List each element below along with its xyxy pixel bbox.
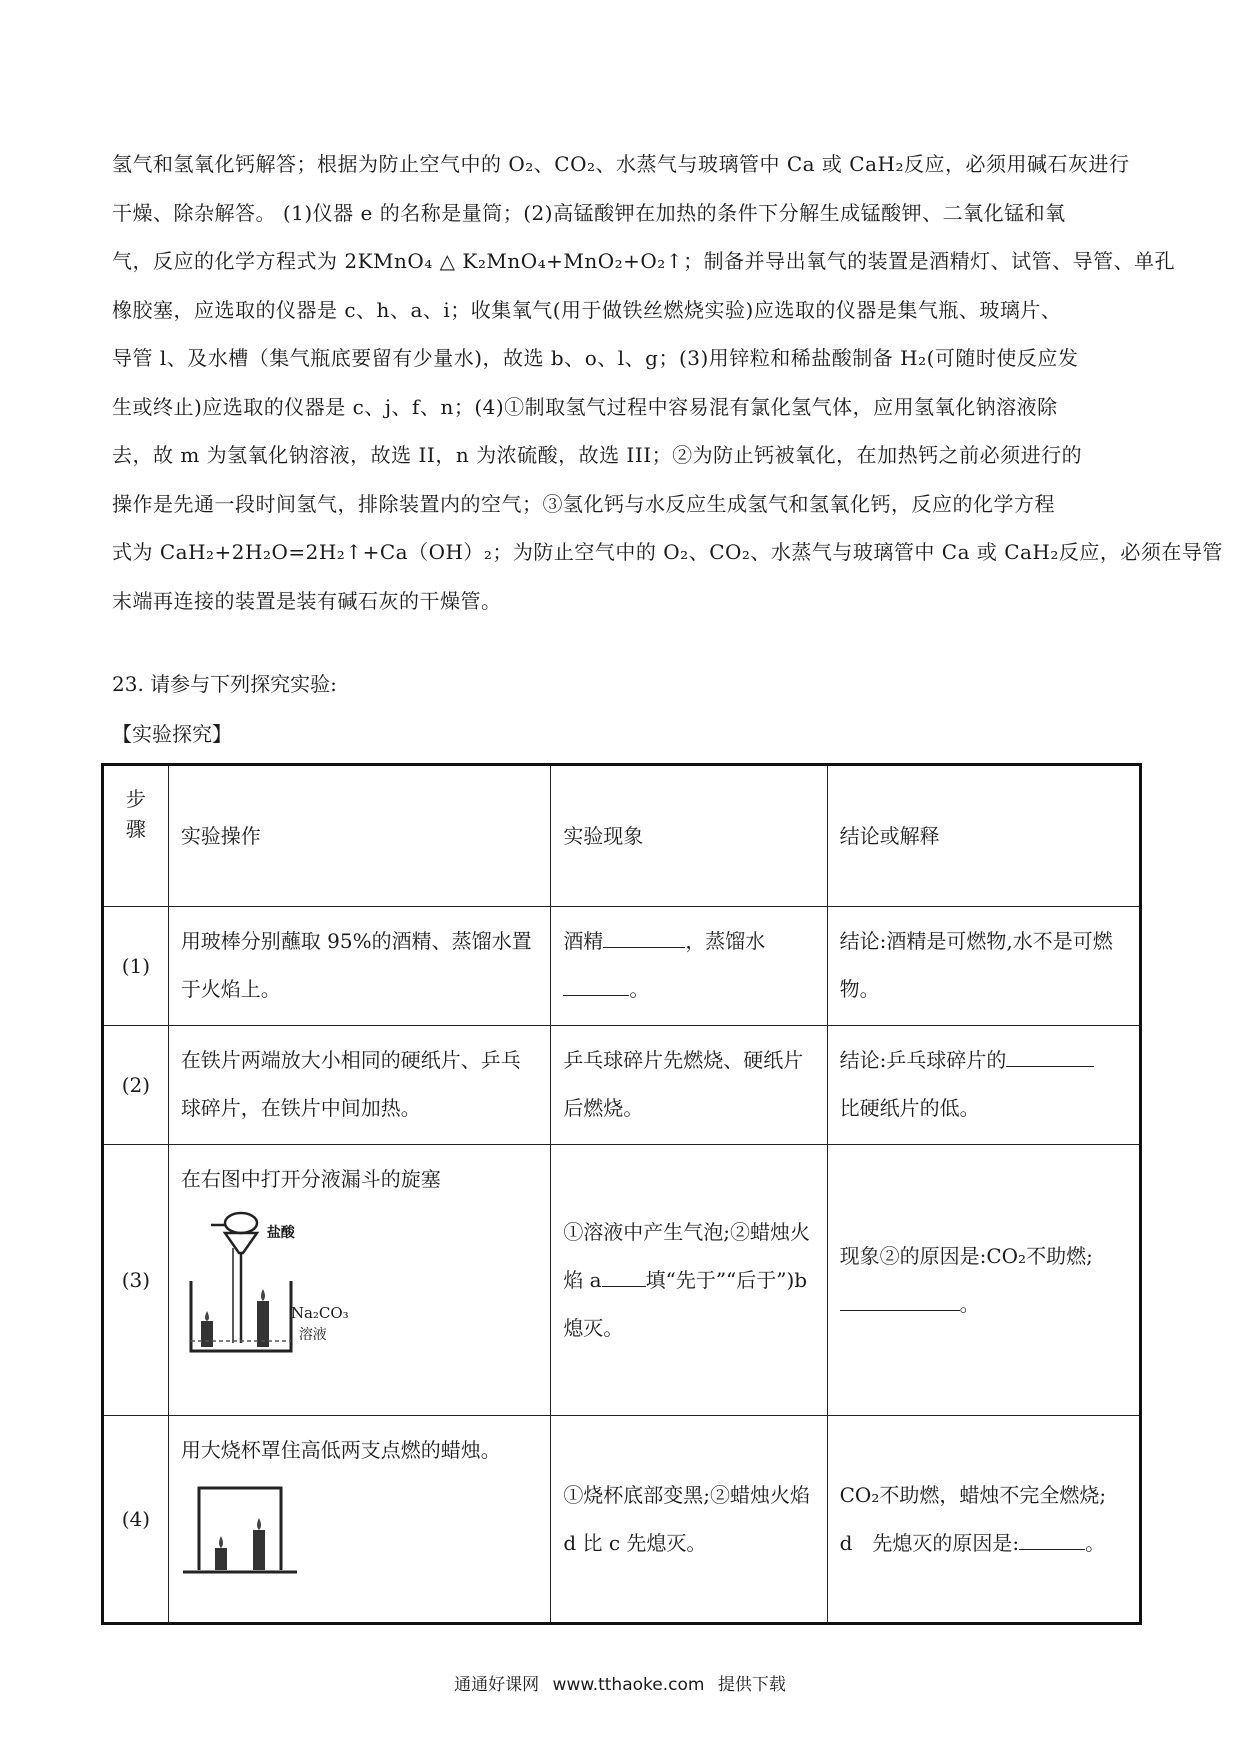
step-number: (1): [103, 907, 169, 1026]
text-line: 去，故 m 为氢氧化钠溶液，故选 II，n 为浓硫酸，故选 III；②为防止钙被氧化，在加热钙之前必须进行的: [112, 443, 1083, 467]
step-number: (3): [103, 1145, 169, 1416]
table-row: [103, 1026, 1141, 1145]
step-number: (4): [103, 1416, 169, 1624]
answer-blank[interactable]: [840, 1290, 960, 1311]
header-operation: 实验操作: [168, 765, 551, 907]
phenomenon-cell: ①烧杯底部变黑;②蜡烛火焰 d 比 c 先熄灭。: [551, 1416, 827, 1624]
footer-url[interactable]: www.tthaoke.com: [552, 1675, 705, 1695]
header-step: 步骤: [103, 765, 169, 907]
table-header-row: [103, 765, 1141, 907]
candle-beaker-diagram: [181, 1478, 301, 1578]
answer-blank[interactable]: [602, 1266, 646, 1287]
question-title: 23. 请参与下列探究实验:: [112, 672, 337, 696]
operation-cell: 用玻棒分别蘸取 95%的酒精、蒸馏水置于火焰上。: [168, 907, 551, 1026]
table-row: [103, 1145, 1141, 1416]
text-line: 式为 CaH₂+2H₂O=2H₂↑+Ca（OH）₂；为防止空气中的 O₂、CO₂、水蒸气与玻璃管中 Ca 或 CaH₂反应，必须在导管: [112, 540, 1223, 564]
page-footer: [0, 1670, 1240, 1695]
header-conclusion: 结论或解释: [827, 765, 1140, 907]
label-solution: 溶液: [298, 1327, 327, 1343]
table-row: [103, 1416, 1141, 1624]
phenomenon-cell: 酒精 ，蒸馏水 。: [551, 907, 827, 1026]
section-heading: 【实验探究】: [112, 722, 232, 746]
header-phenomenon: 实验现象: [551, 765, 827, 907]
phenomenon-cell: 乒乓球碎片先燃烧、硬纸片后燃烧。: [551, 1026, 827, 1145]
text-line: 导管 l、及水槽（集气瓶底要留有少量水)，故选 b、o、l、g；(3)用锌粒和稀盐酸制备 H₂(可随时使反应发: [112, 346, 1079, 370]
text-line: 干燥、除杂解答。 (1)仪器 e 的名称是量筒；(2)高锰酸钾在加热的条件下分解生成锰酸钾、二氧化锰和氧: [112, 200, 1066, 225]
label-sodium-carbonate: Na₂CO₃: [290, 1304, 349, 1322]
answer-blank[interactable]: [603, 927, 685, 948]
conclusion-cell: 结论:乒乓球碎片的 比硬纸片的低。: [827, 1026, 1140, 1145]
text-line: 气，反应的化学方程式为 2KMnO₄ △ K₂MnO₄+MnO₂+O₂↑；制备并导出氧气的装置是酒精灯、试管、导管、单孔: [112, 249, 1176, 273]
phenomenon-cell: ①溶液中产生气泡;②蜡烛火焰 a 填“先于”“后于”)b 熄灭。: [551, 1145, 827, 1416]
answer-blank[interactable]: [563, 975, 629, 996]
footer-suffix: 提供下载: [717, 1675, 786, 1695]
answer-blank[interactable]: [1006, 1046, 1094, 1067]
text-line: 橡胶塞，应选取的仪器是 c、h、a、i；收集氧气(用于做铁丝燃烧实验)应选取的仪器是集气瓶、玻璃片、: [112, 297, 1062, 322]
conclusion-cell: 现象②的原因是:CO₂不助燃; 。: [827, 1145, 1140, 1416]
text-line: 末端再连接的装置是装有碱石灰的干燥管。: [112, 588, 502, 613]
experiment-table: [101, 763, 1142, 1625]
text-line: 生或终止)应选取的仪器是 c、j、f、n；(4)①制取氢气过程中容易混有氯化氢气体，应用氢氧化钠溶液除: [112, 394, 1058, 419]
label-hydrochloric-acid: 盐酸: [266, 1225, 295, 1241]
step-number: (2): [103, 1026, 169, 1145]
answer-blank[interactable]: [1019, 1529, 1085, 1550]
gas-generation-figure: [181, 1203, 381, 1353]
text-line: 氢气和氢氧化钙解答；根据为防止空气中的 O₂、CO₂、水蒸气与玻璃管中 Ca 或 CaH₂反应，必须用碱石灰进行: [112, 152, 1130, 176]
conclusion-cell: CO₂不助燃，蜡烛不完全燃烧; d 先熄灭的原因是: 。: [827, 1416, 1140, 1624]
operation-cell: 在右图中打开分液漏斗的旋塞 盐酸 Na₂CO₃ 溶液: [168, 1145, 551, 1416]
table-row: [103, 907, 1141, 1026]
footer-site-name: 通通好课网: [454, 1675, 540, 1695]
operation-cell: 用大烧杯罩住高低两支点燃的蜡烛。: [168, 1416, 551, 1624]
conclusion-cell: 结论:酒精是可燃物,水不是可燃物。: [827, 907, 1140, 1026]
text-line: 操作是先通一段时间氢气，排除装置内的空气；③氢化钙与水反应生成氢气和氢氧化钙，反应的化学方程: [112, 491, 1055, 516]
operation-cell: 在铁片两端放大小相同的硬纸片、乒乓球碎片，在铁片中间加热。: [168, 1026, 551, 1145]
answer-explanation: [112, 140, 1223, 625]
